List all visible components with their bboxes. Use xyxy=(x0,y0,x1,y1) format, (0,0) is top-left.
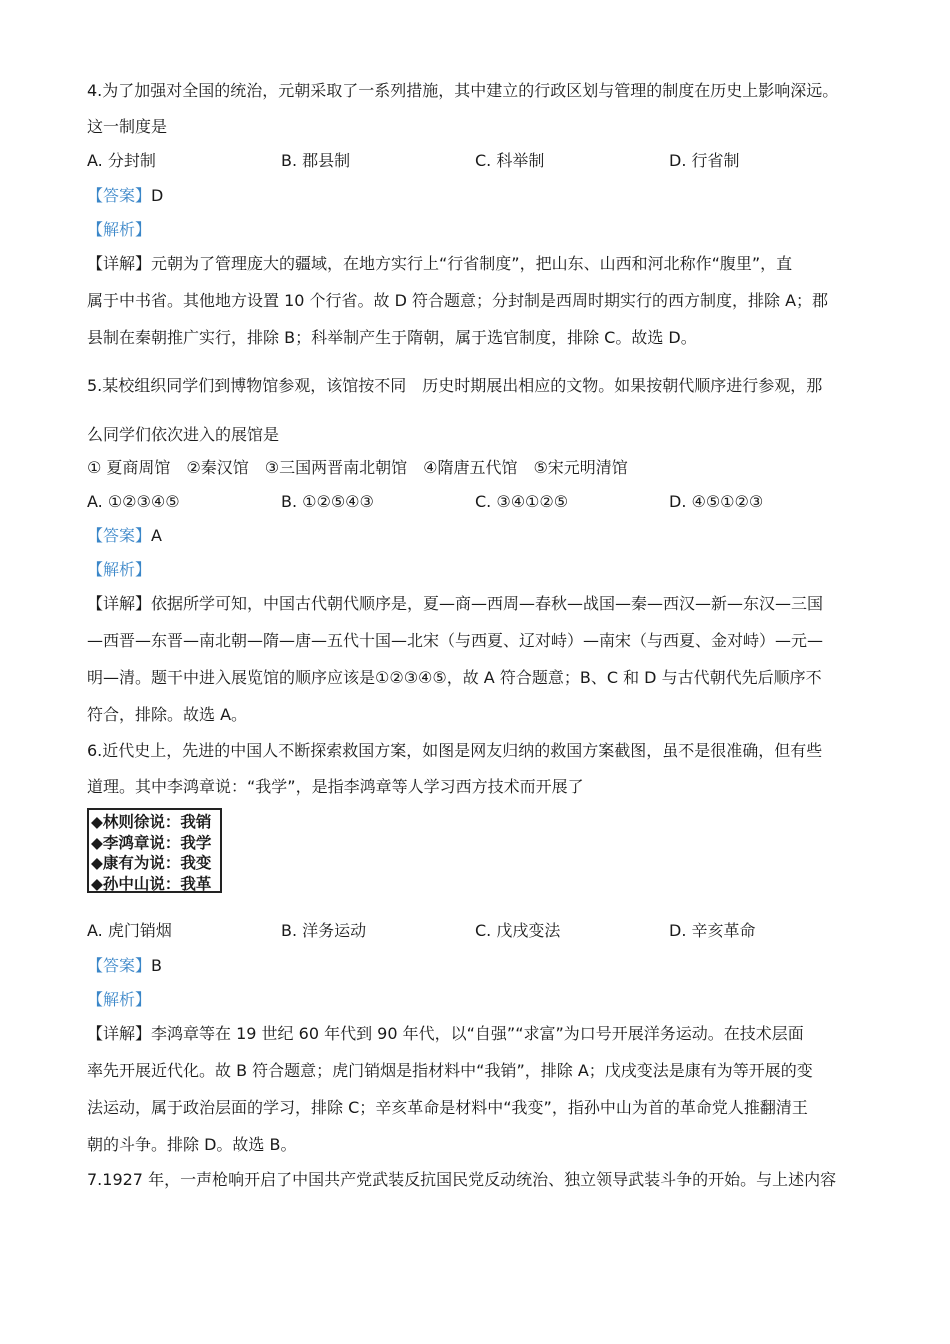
q6-detail-line1 xyxy=(87,1023,877,1045)
q4-detail-line3: 县制在秦朝推广实行，排除 B；科举制产生于隋朝，属于选官制度，排除 C。故选 D。 xyxy=(87,328,697,347)
q6-detail-line2: 率先开展近代化。故 B 符合题意；虎门销烟是指材料中“我销”，排除 A；戊戌变法是康有为等开展的变 xyxy=(87,1061,813,1080)
q4-option-c: C. 科举制 xyxy=(475,151,545,170)
q4-answer-value: D xyxy=(151,186,164,205)
q6-answer-value: B xyxy=(151,956,162,975)
q5-option-d: D. ④⑤①②③ xyxy=(669,492,764,511)
q5-option-b: B. ①②⑤④③ xyxy=(281,492,374,511)
q6-screenshot-image xyxy=(87,808,222,893)
q4-analysis xyxy=(87,219,877,241)
q5-option-c: C. ③④①②⑤ xyxy=(475,492,569,511)
q5-analysis-tag: 【解析】 xyxy=(87,560,152,579)
q7-stem-line1: 7.1927 年，一声枪响开启了中国共产党武装反抗国民党反动统治、独立领导武装斗争的开始。与上述内容 xyxy=(87,1170,837,1189)
q6-answer xyxy=(87,955,877,977)
q4-option-b: B. 郡县制 xyxy=(281,151,351,170)
q4-stem-line1: 4.为了加强对全国的统治，元朝采取了一系列措施，其中建立的行政区划与管理的制度在历史上影响深远。 xyxy=(87,81,839,100)
q4-answer-tag: 【答案】 xyxy=(87,186,152,205)
q6-detail-tag: 【详解】 xyxy=(87,1024,152,1043)
q5-answer xyxy=(87,525,877,547)
q4-analysis-tag: 【解析】 xyxy=(87,220,152,239)
q5-detail-line1 xyxy=(87,593,877,615)
q6-detail-line3: 法运动，属于政治层面的学习，排除 C；辛亥革命是材料中“我变”，指孙中山为首的革命党人推翻清王 xyxy=(87,1098,808,1117)
q5-detail-line3: 明—清。题干中进入展览馆的顺序应该是①②③④⑤，故 A 符合题意；B、C 和 D 与古代朝代先后顺序不 xyxy=(87,668,822,687)
q4-stem-line2: 这一制度是 xyxy=(87,117,168,136)
q6-image-line3: ◆康有为说：我变 xyxy=(91,853,212,872)
q6-detail-line4: 朝的斗争。排除 D。故选 B。 xyxy=(87,1135,297,1154)
q6-image-line2: ◆李鸿章说：我学 xyxy=(91,832,212,852)
q5-answer-tag: 【答案】 xyxy=(87,526,152,545)
q5-detail-tag: 【详解】 xyxy=(87,594,152,613)
q6-option-b: B. 洋务运动 xyxy=(281,921,367,940)
q6-detail-text1: 李鸿章等在 19 世纪 60 年代到 90 年代，以“自强”“求富”为口号开展洋务运动。在技术层面 xyxy=(151,1024,804,1043)
q5-detail-line4: 符合，排除。故选 A。 xyxy=(87,705,248,724)
q4-detail-line2: 属于中书省。其他地方设置 10 个行省。故 D 符合题意；分封制是西周时期实行的西方制度，排除 A；郡 xyxy=(87,291,829,310)
q6-image-line4: ◆孙中山说：我革 xyxy=(91,873,212,893)
q6-option-a: A. 虎门销烟 xyxy=(87,921,172,940)
q5-detail-line2: —西晋—东晋—南北朝—隋—唐—五代十国—北宋（与西夏、辽对峙）—南宋（与西夏、金对峙）—元— xyxy=(87,631,824,650)
q5-option-a: A. ①②③④⑤ xyxy=(87,492,180,511)
q4-detail-text1: 元朝为了管理庞大的疆域，在地方实行上“行省制度”，把山东、山西和河北称作“腹里”，直 xyxy=(151,254,793,273)
q6-stem-line1: 6.近代史上，先进的中国人不断探索救国方案，如图是网友归纳的救国方案截图，虽不是很准确，但有些 xyxy=(87,741,823,760)
q5-halls: ① 夏商周馆 ②秦汉馆 ③三国两晋南北朝馆 ④隋唐五代馆 ⑤宋元明清馆 xyxy=(87,458,628,477)
q5-analysis xyxy=(87,559,877,581)
q4-detail-tag: 【详解】 xyxy=(87,254,152,273)
q4-detail-line1 xyxy=(87,253,877,275)
q6-image-line1: ◆林则徐说：我销 xyxy=(91,812,212,831)
q4-answer xyxy=(87,185,877,207)
q4-option-d: D. 行省制 xyxy=(669,151,740,170)
q6-option-d: D. 辛亥革命 xyxy=(669,921,756,940)
q5-answer-value: A xyxy=(151,526,162,545)
q6-analysis-tag: 【解析】 xyxy=(87,990,152,1009)
q5-stem-line2: 么同学们依次进入的展馆是 xyxy=(87,425,280,444)
q6-analysis xyxy=(87,989,877,1011)
q4-option-a: A. 分封制 xyxy=(87,151,156,170)
q5-detail-text1: 依据所学可知，中国古代朝代顺序是，夏—商—西周—春秋—战国—秦—西汉—新—东汉—三国 xyxy=(151,594,824,613)
q5-stem-line1: 5.某校组织同学们到博物馆参观，该馆按不同 历史时期展出相应的文物。如果按朝代顺序进行参观，那 xyxy=(87,376,823,395)
q6-option-c: C. 戊戌变法 xyxy=(475,921,561,940)
q6-answer-tag: 【答案】 xyxy=(87,956,152,975)
q6-stem-line2: 道理。其中李鸿章说：“我学”，是指李鸿章等人学习西方技术而开展了 xyxy=(87,777,584,796)
